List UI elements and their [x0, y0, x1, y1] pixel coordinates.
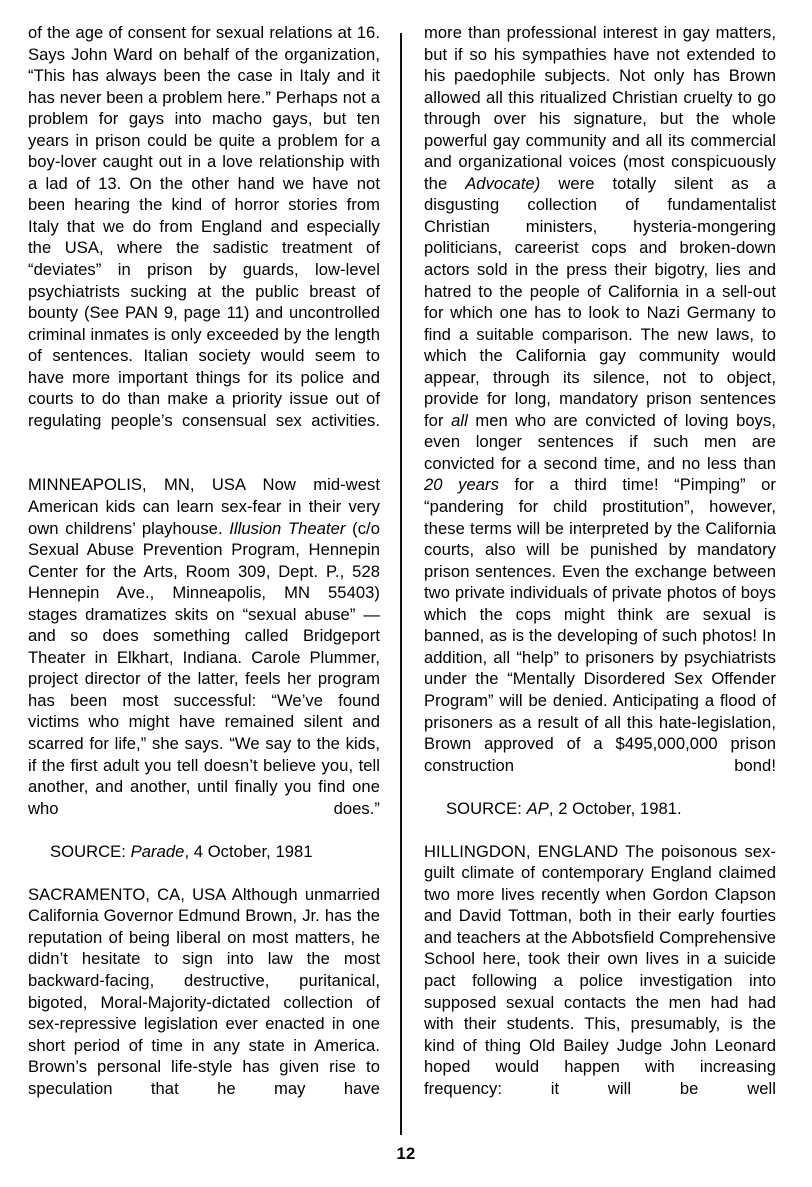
page-number: 12 — [396, 1144, 416, 1163]
source-line-parade — [28, 841, 380, 863]
text-run: MINNEAPOLIS, MN, USA Now mid-west American kids can learn sex-fear in their very own childrens’ playhouse. — [28, 475, 380, 538]
news-item-hillingdon — [424, 841, 776, 1121]
source-line-ap — [424, 798, 776, 820]
news-item-minneapolis — [28, 474, 380, 840]
text-run: men who are convicted of loving boys, even longer sentences if such men are convicted for a second time, and no less than — [424, 410, 776, 473]
two-column-body — [0, 22, 812, 1132]
text-run: , 4 October, 1981 — [184, 841, 313, 861]
italic-run: Parade — [130, 841, 185, 861]
italic-run: AP — [526, 798, 549, 818]
text-run: more than professional interest in gay matters, but if so his sympathies have not extended to his paedophile subjects. Not only has Brown allowed all this ritualized Christian cruelty to go through over his signature, but the whole powerful gay community and all its commercial and organizational voices (most conspicuously the — [424, 23, 776, 193]
left-column — [28, 22, 380, 1132]
italic-run: all — [451, 410, 468, 430]
text-run: for a third time! “Pimping” or “pandering for child prostitution”, however, these terms will be interpreted by the California courts, also will be punished by mandatory prison sentences. Even the exchange between two private individuals of private photos of boys which the cops might think are sexual is banned, as is the developing of such photos! In addition, all “help” to prisoners by psychiatrists under the “Mentally Disordered Sex Offender Program” will be denied. Anticipating a flood of prisoners as a result of all this hate-legislation, Brown approved of a $495,000,000 prison construction bond! — [424, 475, 776, 775]
text-run: HILLINGDON, ENGLAND The poisonous sex-guilt climate of contemporary England claimed two more lives recently when Gordon Clapson and David Tottman, both in their early fourties and teachers at the Abbotsfield Comprehensive School here, took their own lives in a suicide pact following a police investigation into supposed sexual contacts the men had had with their students. This, presumably, is the kind of thing Old Bailey Judge John Leonard hoped would happen with increasing frequency: it will be well — [424, 841, 776, 1098]
italic-run: Advocate) — [465, 173, 541, 193]
right-column — [424, 22, 776, 1132]
text-run: , 2 October, 1981. — [548, 798, 682, 818]
text-run: SOURCE: — [50, 841, 131, 861]
italic-run: 20 years — [424, 475, 499, 495]
text-run: of the age of consent for sexual relations at 16. Says John Ward on behalf of the organization, “This has always been the case in Italy and it has never been a problem here.” Perhaps not a problem for gays into macho gays, but ten years in prison could be quite a problem for a boy-lover caught out in a love relationship with a lad of 13. On the other hand we have not been hearing the kind of horror stories from Italy that we do from England and especially the USA, where the sadistic treatment of “deviates” in prison by guards, low-level psychiatrists sucking at the public breast of bounty (See PAN 9, page 11) and uncontrolled criminal inmates is only exceeded by the length of sentences. Italian society would seem to have more important things for its police and courts to do than make a priority issue out of regulating people’s consensual sex activities. — [28, 23, 380, 430]
text-run: SACRAMENTO, CA, USA Although unmarried California Governor Edmund Brown, Jr. has the reputation of being liberal on most matters, he didn’t hesitate to sign into law the most backward-facing, destructive, puritanical, bigoted, Moral-Majority-dictated collection of sex-repressive legislation ever enacted in one short period of time in any state in America. Brown’s personal life-style has given rise to speculation that he may have — [28, 884, 380, 1098]
text-run: SOURCE: — [446, 798, 527, 818]
news-item-sacramento — [28, 884, 380, 1121]
italic-run: Illusion Theater — [229, 518, 346, 538]
paragraph-continued-sacramento — [424, 22, 776, 798]
text-run: (c/o Sexual Abuse Prevention Program, Hennepin Center for the Arts, Room 309, Dept. P., 528 Hennepin Ave., Minneapolis, MN 55403) stages dramatizes skits on “sexual abuse” — and so does something called Bridgeport Theater in Elkhart, Indiana. Carole Plummer, project director of the latter, feels her program has been most successful: “We’ve found victims who might have remained silent and scarred for life,” she says. “We say to the kids, if the first adult you tell doesn’t believe you, tell another, and another, until finally you find one who does.” — [28, 518, 380, 818]
paragraph-continued-italy — [28, 22, 380, 453]
text-run: were totally silent as a disgusting collection of fundamentalist Christian ministers, hysteria-mongering politicians, careerist cops and broken-down actors sold in the press their bigotry, lies and hatred to the people of California in a sell-out for which one has to look to Nazi Germany to find a suitable comparison. The new laws, to which the California gay community would appear, through its silence, not to object, provide for long, mandatory prison sentences for — [424, 173, 776, 430]
